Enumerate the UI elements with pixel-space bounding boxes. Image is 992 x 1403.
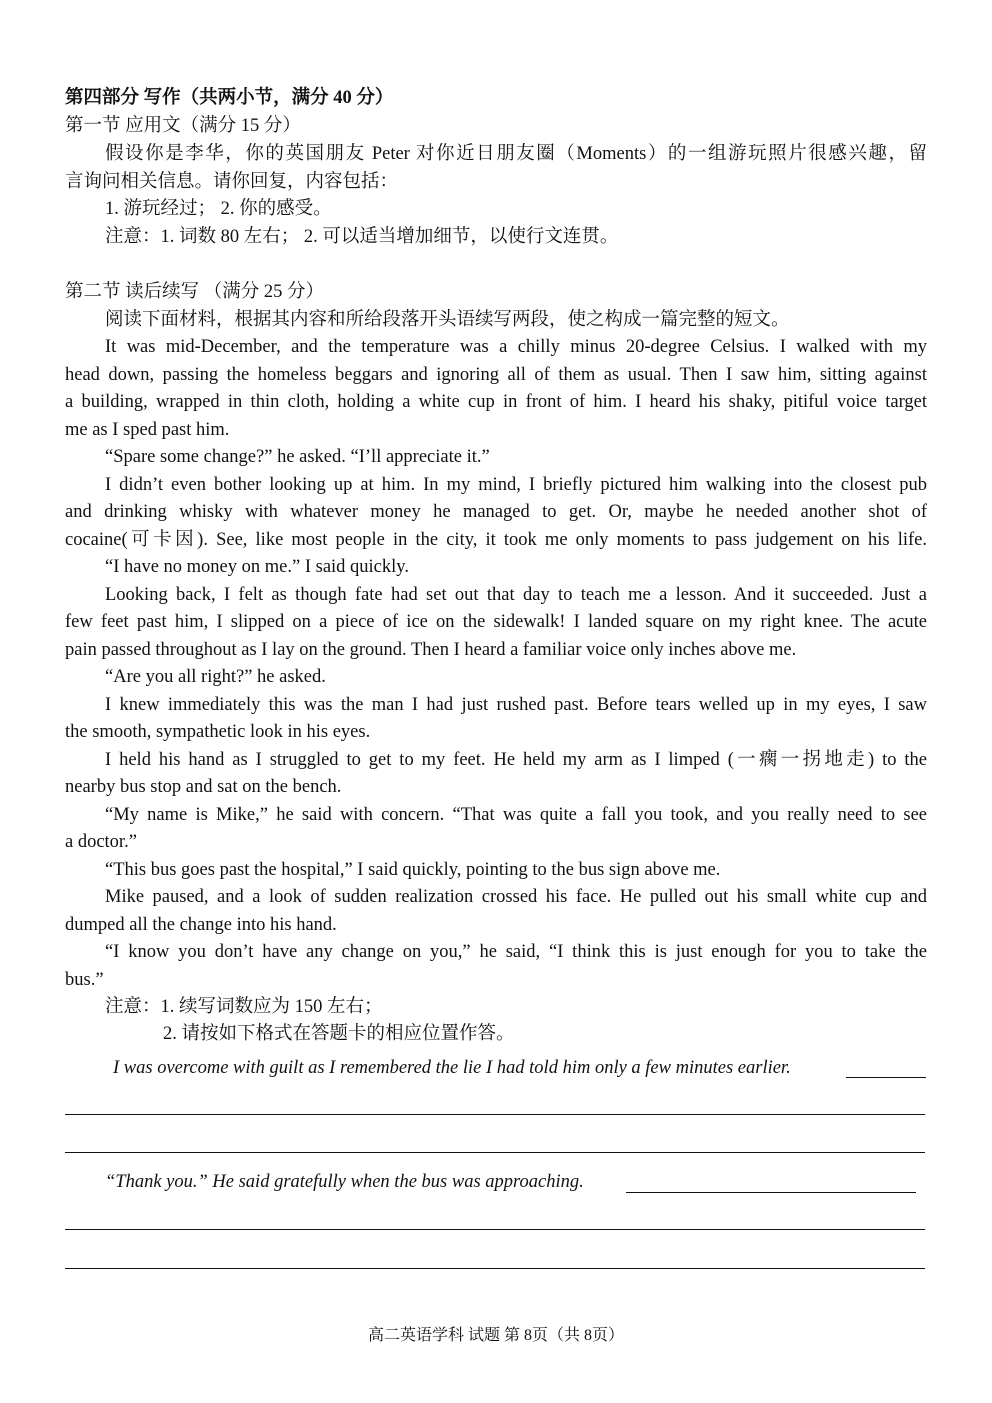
story-line: a doctor.” bbox=[65, 832, 137, 852]
story-line: nearby bus stop and sat on the bench. bbox=[65, 777, 342, 797]
section2-note: 注意：1. 续写词数应为 150 左右； bbox=[105, 997, 383, 1017]
section1-line: 1. 游玩经过； 2. 你的感受。 bbox=[105, 199, 332, 219]
answer-line[interactable] bbox=[846, 1077, 926, 1078]
story-line: head down, passing the homeless beggars and ignoring all of them as usual. Then I saw him, sitting against bbox=[65, 365, 927, 385]
story-line: pain passed throughout as I lay on the ground. Then I heard a familiar voice only inches above me. bbox=[65, 640, 797, 660]
section2-instruction: 阅读下面材料，根据其内容和所给段落开头语续写两段，使之构成一篇完整的短文。 bbox=[105, 310, 790, 330]
story-line: I didn’t even bother looking up at him. In my mind, I briefly pictured him walking into the closest pub bbox=[105, 475, 927, 495]
story-line: “I know you don’t have any change on you,” he said, “I think this is just enough for you to take the bbox=[105, 942, 927, 962]
answer-line[interactable] bbox=[65, 1268, 925, 1269]
story-line: few feet past him, I slipped on a piece of ice on the sidewalk! I landed square on my right knee. The acute bbox=[65, 612, 927, 632]
page-footer: 高二英语学科 试题 第 8页（共 8页） bbox=[367, 1327, 624, 1344]
answer-line[interactable] bbox=[65, 1152, 925, 1153]
story-line: the smooth, sympathetic look in his eyes. bbox=[65, 722, 371, 742]
answer-line[interactable] bbox=[65, 1114, 925, 1115]
story-line: a building, wrapped in thin cloth, holding a white cup in front of him. I heard his shaky, pitiful voice target bbox=[65, 392, 927, 412]
story-line: and drinking whisky with whatever money he managed to get. Or, maybe he needed another shot of bbox=[65, 502, 927, 522]
story-line: me as I sped past him. bbox=[65, 420, 230, 440]
section1-heading: 第一节 应用文（满分 15 分） bbox=[65, 116, 301, 136]
story-line: “My name is Mike,” he said with concern. “That was quite a fall you took, and you really need to see bbox=[105, 805, 927, 825]
story-line: “I have no money on me.” I said quickly. bbox=[105, 557, 409, 577]
continuation-prompt-2: “Thank you.” He said gratefully when the bus was approaching. bbox=[105, 1172, 584, 1192]
story-line: “Spare some change?” he asked. “I’ll appreciate it.” bbox=[105, 447, 490, 467]
story-line: “Are you all right?” he asked. bbox=[105, 667, 326, 687]
answer-line[interactable] bbox=[626, 1192, 916, 1193]
story-line: I knew immediately this was the man I had just rushed past. Before tears welled up in my eyes, I saw bbox=[105, 695, 927, 715]
section2-note: 2. 请按如下格式在答题卡的相应位置作答。 bbox=[163, 1024, 515, 1044]
part4-title: 第四部分 写作（共两小节，满分 40 分） bbox=[65, 88, 394, 108]
story-line: cocaine(可卡因). See, like most people in the city, it took me only moments to pass judgement on his life. bbox=[65, 530, 927, 550]
continuation-prompt-1: I was overcome with guilt as I remembered the lie I had told him only a few minutes earlier. bbox=[113, 1058, 791, 1078]
story-line: bus.” bbox=[65, 970, 104, 990]
section1-line: 假设你是李华，你的英国朋友 Peter 对你近日朋友圈（Moments）的一组游玩照片很感兴趣，留 bbox=[105, 144, 927, 164]
story-line: Mike paused, and a look of sudden realization crossed his face. He pulled out his small white cup and bbox=[105, 887, 927, 907]
answer-line[interactable] bbox=[65, 1229, 925, 1230]
story-line: dumped all the change into his hand. bbox=[65, 915, 337, 935]
section1-note: 注意：1. 词数 80 左右； 2. 可以适当增加细节，以使行文连贯。 bbox=[105, 227, 619, 247]
story-line: It was mid-December, and the temperature was a chilly minus 20-degree Celsius. I walked with my bbox=[105, 337, 927, 357]
story-line: Looking back, I felt as though fate had set out that day to teach me a lesson. And it succeeded. Just a bbox=[105, 585, 927, 605]
story-line: I held his hand as I struggled to get to my feet. He held my arm as I limped (一瘸一拐地走) to the bbox=[105, 750, 927, 770]
section2-heading: 第二节 读后续写 （满分 25 分） bbox=[65, 282, 325, 302]
section1-line: 言询问相关信息。请你回复，内容包括： bbox=[65, 172, 399, 192]
story-line: “This bus goes past the hospital,” I said quickly, pointing to the bus sign above me. bbox=[105, 860, 721, 880]
